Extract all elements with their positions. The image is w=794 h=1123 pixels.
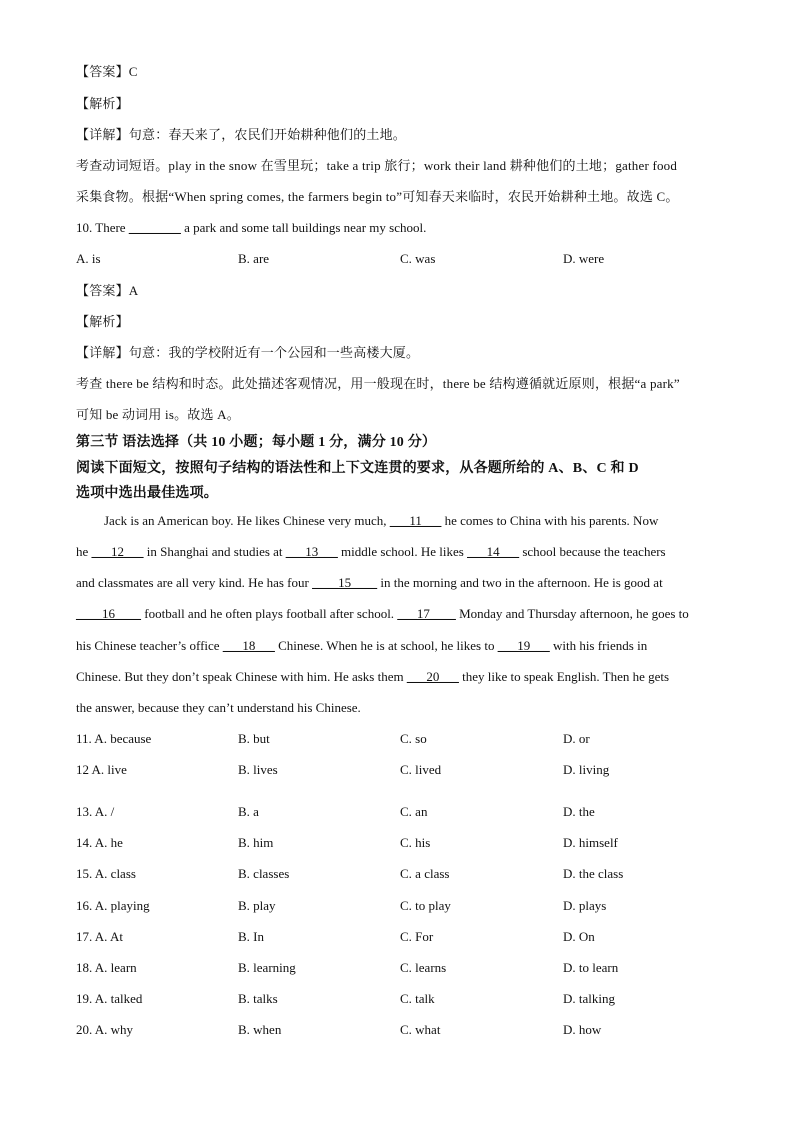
q10-explain-line1: 考查 there be 结构和时态。此处描述客观情况，用一般现在时，there be 结构遵循就近原则，根据“a park”: [76, 376, 680, 391]
passage-line-4: [76, 605, 689, 623]
passage-line-3: [76, 574, 663, 592]
blank-19: ___19___: [497, 638, 550, 653]
q9-explain-line2: 采集食物。根据“When spring comes, the farmers begin to”可知春天来临时，农民开始耕种土地。故选 C。: [76, 189, 679, 204]
q19-option-c: C. talk: [400, 991, 435, 1006]
q10-stem-before: 10. There: [76, 220, 126, 235]
q11-option-b: B. but: [238, 731, 270, 746]
passage-text: they like to speak English. Then he gets: [462, 669, 670, 684]
passage-text: middle school. He likes: [341, 544, 464, 559]
q17-option-a: 17. A. At: [76, 929, 123, 944]
q9-explain-line1: 考查动词短语。play in the snow 在雪里玩；take a trip 旅行；work their land 耕种他们的土地；gather food: [76, 158, 678, 173]
blank-16: ____16____: [76, 606, 141, 621]
q15-option-a: 15. A. class: [76, 866, 136, 881]
blank-14: ___14___: [467, 544, 520, 559]
passage-text: he: [76, 544, 89, 559]
blank-20: ___20___: [406, 669, 459, 684]
section-instruction-line2: 选项中选出最佳选项。: [76, 486, 218, 501]
passage-text: Jack is an American boy. He likes Chinese very much,: [104, 513, 387, 528]
q10-analysis-label: 【解析】: [76, 314, 129, 329]
q10-stem-after: a park and some tall buildings near my school.: [184, 220, 427, 235]
q13-option-a: 13. A. /: [76, 804, 115, 819]
q20-option-d: D. how: [563, 1022, 602, 1037]
passage-text: in Shanghai and studies at: [146, 544, 283, 559]
q20-option-c: C. what: [400, 1022, 441, 1037]
passage-text: with his friends in: [552, 638, 648, 653]
q10-stem: [76, 219, 426, 237]
q18-option-c: C. learns: [400, 960, 447, 975]
q12-option-b: B. lives: [238, 762, 278, 777]
passage-line-1: [104, 512, 658, 530]
blank-15: ____15____: [312, 575, 378, 590]
q12-option-c: C. lived: [400, 762, 442, 777]
q13-option-b: B. a: [238, 804, 259, 819]
q20-option-a: 20. A. why: [76, 1022, 134, 1037]
passage-text: Chinese. But they don’t speak Chinese with him. He asks them: [76, 669, 404, 684]
passage-text: Chinese. When he is at school, he likes to: [278, 638, 495, 653]
q17-option-b: B. In: [238, 929, 264, 944]
q11-option-c: C. so: [400, 731, 427, 746]
q20-option-b: B. when: [238, 1022, 282, 1037]
q16-option-a: 16. A. playing: [76, 898, 150, 913]
q18-option-b: B. learning: [238, 960, 296, 975]
q14-option-d: D. himself: [563, 835, 618, 850]
passage-line-7: the answer, because they can’t understand his Chinese.: [76, 700, 361, 715]
section-instruction-line1: 阅读下面短文，按照句子结构的语法性和上下文连贯的要求，从各题所给的 A、B、C 和 D: [76, 461, 639, 476]
q16-option-d: D. plays: [563, 898, 607, 913]
q10-detail: 【详解】句意：我的学校附近有一个公园和一些高楼大厦。: [76, 345, 420, 360]
section-title: 第三节 语法选择（共 10 小题；每小题 1 分，满分 10 分）: [76, 435, 437, 450]
q19-option-a: 19. A. talked: [76, 991, 143, 1006]
q19-option-d: D. talking: [563, 991, 615, 1006]
q17-option-c: C. For: [400, 929, 434, 944]
q18-option-a: 18. A. learn: [76, 960, 137, 975]
passage-line-2: [76, 543, 666, 561]
blank-11: ___11___: [389, 513, 442, 528]
q13-option-c: C. an: [400, 804, 428, 819]
passage-line-6: [76, 668, 669, 686]
q10-option-d: D. were: [563, 251, 605, 266]
q10-option-a: A. is: [76, 251, 101, 266]
q15-option-d: D. the class: [563, 866, 624, 881]
q16-option-b: B. play: [238, 898, 276, 913]
blank-13: ___13___: [285, 544, 338, 559]
q11-option-d: D. or: [563, 731, 590, 746]
q10-option-b: B. are: [238, 251, 270, 266]
q14-option-c: C. his: [400, 835, 431, 850]
passage-line-5: [76, 637, 647, 655]
q10-explain-line2: 可知 be 动词用 is。故选 A。: [76, 407, 240, 422]
q12-option-a: 12 A. live: [76, 762, 127, 777]
q13-option-d: D. the: [563, 804, 595, 819]
q16-option-c: C. to play: [400, 898, 451, 913]
passage-text: he comes to China with his parents. Now: [444, 513, 659, 528]
q10-blank: ________: [128, 220, 181, 235]
q19-option-b: B. talks: [238, 991, 278, 1006]
q14-option-b: B. him: [238, 835, 274, 850]
blank-12: ___12___: [91, 544, 144, 559]
q9-detail: 【详解】句意：春天来了，农民们开始耕种他们的土地。: [76, 127, 407, 142]
blank-18: ___18___: [222, 638, 275, 653]
passage-text: and classmates are all very kind. He has four: [76, 575, 309, 590]
q15-option-c: C. a class: [400, 866, 450, 881]
q10-option-c: C. was: [400, 251, 436, 266]
q10-answer: 【答案】A: [76, 283, 139, 298]
q11-option-a: 11. A. because: [76, 731, 152, 746]
q12-option-d: D. living: [563, 762, 610, 777]
q15-option-b: B. classes: [238, 866, 290, 881]
q9-analysis-label: 【解析】: [76, 96, 129, 111]
q17-option-d: D. On: [563, 929, 595, 944]
q18-option-d: D. to learn: [563, 960, 619, 975]
blank-17: ___17____: [397, 606, 456, 621]
passage-text: his Chinese teacher’s office: [76, 638, 220, 653]
passage-text: Monday and Thursday afternoon, he goes to: [459, 606, 689, 621]
q14-option-a: 14. A. he: [76, 835, 123, 850]
passage-text: football and he often plays football after school.: [144, 606, 395, 621]
q9-answer: 【答案】C: [76, 64, 138, 79]
passage-text: in the morning and two in the afternoon. He is good at: [380, 575, 663, 590]
passage-text: school because the teachers: [522, 544, 666, 559]
